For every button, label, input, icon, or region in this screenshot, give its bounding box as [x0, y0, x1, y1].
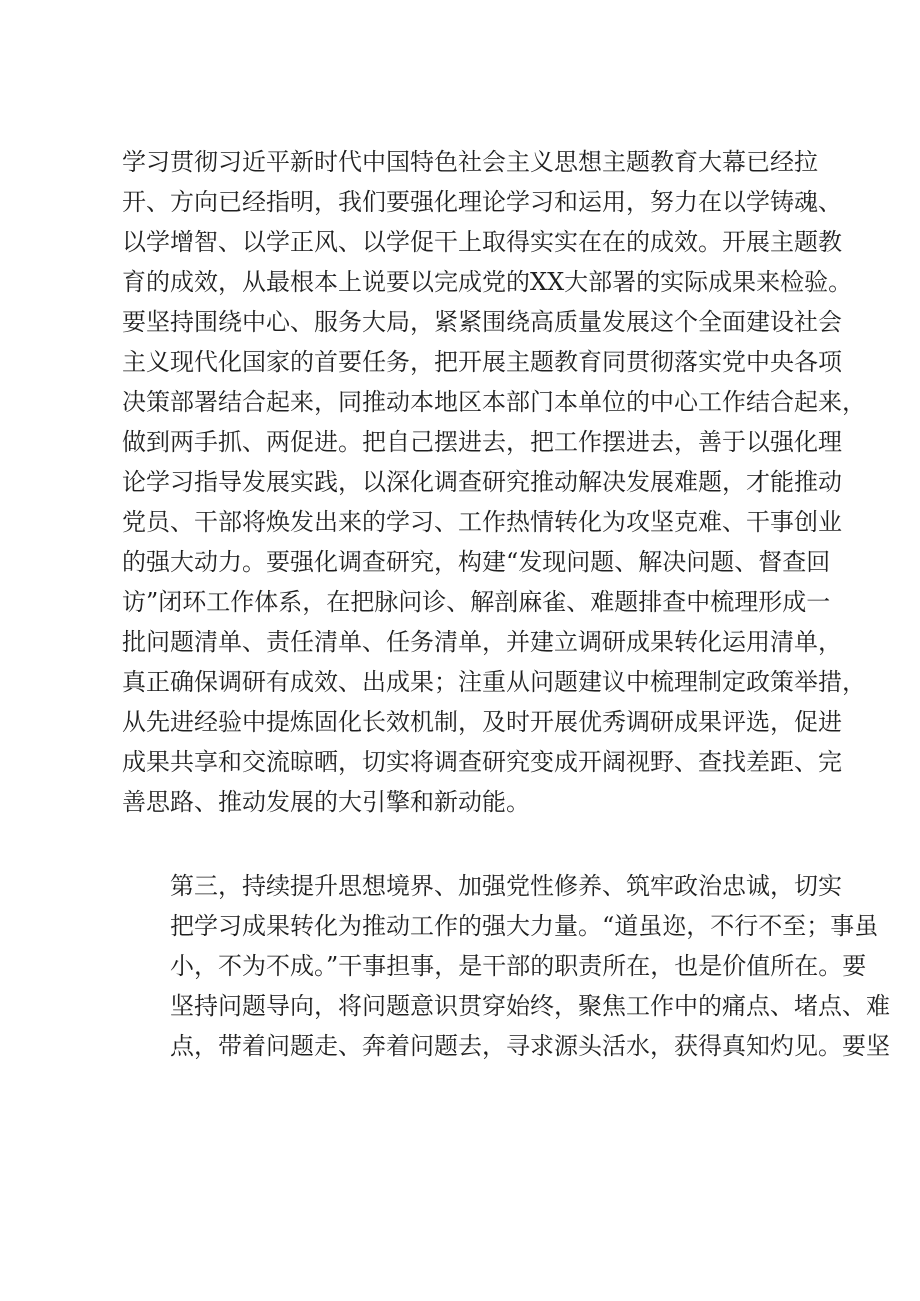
- paragraph-1-line-17: 善思路、推动发展的大引擎和新动能。: [122, 788, 530, 816]
- paragraph-2-line-4: 坚持问题导向，将问题意识贯穿始终，聚焦工作中的痛点、堵点、难: [170, 992, 890, 1020]
- paragraph-1-line-7: 决策部署结合起来，同推动本地区本部门本单位的中心工作结合起来，: [122, 388, 866, 416]
- paragraph-1-line-12: 访”闭环工作体系，在把脉问诊、解剖麻雀、难题排查中梳理形成一: [122, 588, 831, 616]
- paragraph-1-line-2: 开、方向已经指明，我们要强化理论学习和运用，努力在以学铸魂、: [122, 188, 842, 216]
- paragraph-2-line-3: 小，不为不成。”干事担事，是干部的职责所在，也是价值所在。要: [170, 952, 867, 980]
- paragraph-2-line-2: 把学习成果转化为推动工作的强大力量。“道虽迩，不行不至；事虽: [170, 912, 879, 940]
- paragraph-1-line-3: 以学增智、以学正风、以学促干上取得实实在在的成效。开展主题教: [122, 228, 842, 256]
- paragraph-1-line-5: 要坚持围绕中心、服务大局，紧紧围绕高质量发展这个全面建设社会: [122, 308, 842, 336]
- paragraph-1-line-16: 成果共享和交流晾晒，切实将调查研究变成开阔视野、查找差距、完: [122, 748, 842, 776]
- paragraph-1-line-8: 做到两手抓、两促进。把自己摆进去，把工作摆进去，善于以强化理: [122, 428, 842, 456]
- paragraph-2: [122, 866, 890, 1066]
- paragraph-1-line-13: 批问题清单、责任清单、任务清单，并建立调研成果转化运用清单，: [122, 628, 842, 656]
- paragraph-1: [122, 142, 866, 822]
- paragraph-1-line-4: 育的成效，从最根本上说要以完成党的XX大部署的实际成果来检验。: [122, 268, 853, 296]
- paragraph-2-line-5: 点，带着问题走、奔着问题去，寻求源头活水，获得真知灼见。要坚: [170, 1032, 890, 1060]
- paragraph-1-line-9: 论学习指导发展实践，以深化调查研究推动解决发展难题，才能推动: [122, 468, 842, 496]
- paragraph-1-line-14: 真正确保调研有成效、出成果；注重从问题建议中梳理制定政策举措，: [122, 668, 866, 696]
- paragraph-1-line-15: 从先进经验中提炼固化长效机制，及时开展优秀调研成果评选，促进: [122, 708, 842, 736]
- paragraph-1-line-11: 的强大动力。要强化调查研究，构建“发现问题、解决问题、督查回: [122, 548, 831, 576]
- paragraph-2-line-1: 第三，持续提升思想境界、加强党性修养、筑牢政治忠诚，切实: [170, 872, 842, 900]
- paragraph-1-line-6: 主义现代化国家的首要任务，把开展主题教育同贯彻落实党中央各项: [122, 348, 842, 376]
- paragraph-1-line-1: 学习贯彻习近平新时代中国特色社会主义思想主题教育大幕已经拉: [122, 148, 818, 176]
- paragraph-1-line-10: 党员、干部将焕发出来的学习、工作热情转化为攻坚克难、干事创业: [122, 508, 842, 536]
